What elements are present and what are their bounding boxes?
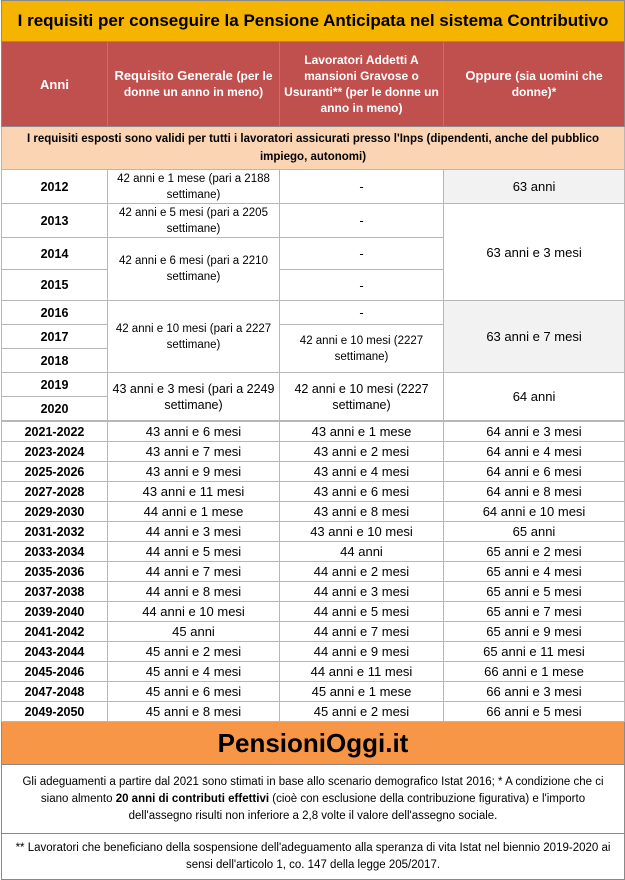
year-cell: 2037-2038 [2,582,108,602]
year-cell: 2031-2032 [2,522,108,542]
validity-note: I requisiti esposti sono validi per tutti i lavoratori assicurati presso l'Inps (dipendenti, anche del pubblico impiego, autonomi) [2,127,625,170]
year-cell: 2018 [2,349,108,373]
table-row [2,582,625,602]
general-requirement-cell: 43 anni e 11 mesi [108,482,280,502]
year-cell: 2027-2028 [2,482,108,502]
general-requirement-cell: 44 anni e 7 mesi [108,562,280,582]
heavy-work-cell: 44 anni e 11 mesi [280,662,444,682]
alternative-cell: 66 anni e 5 mesi [444,702,625,722]
heavy-work-cell: 43 anni e 2 mesi [280,442,444,462]
alternative-cell: 63 anni e 3 mesi [444,204,625,301]
alternative-cell: 65 anni e 7 mesi [444,602,625,622]
general-requirement-cell: 43 anni e 6 mesi [108,422,280,442]
header-requisito-generale [108,42,280,127]
alternative-cell: 65 anni e 11 mesi [444,642,625,662]
table-row [2,482,625,502]
alternative-cell: 66 anni e 1 mese [444,662,625,682]
heavy-work-cell: 45 anni e 2 mesi [280,702,444,722]
year-cell: 2015 [2,270,108,301]
general-requirement-cell: 44 anni e 8 mesi [108,582,280,602]
heavy-work-cell: - [280,170,444,204]
header-lavoratori-gravosi: Lavoratori Addetti A mansioni Gravose o Usuranti** (per le donne un anno in meno) [280,42,444,127]
header-oppure [444,42,625,127]
heavy-work-cell: 44 anni e 3 mesi [280,582,444,602]
heavy-work-cell: - [280,238,444,270]
heavy-work-cell: 45 anni e 1 mese [280,682,444,702]
year-cell: 2020 [2,397,108,421]
year-cell: 2016 [2,301,108,325]
alternative-cell: 64 anni e 8 mesi [444,482,625,502]
table-row [2,602,625,622]
table-title: I requisiti per conseguire la Pensione Anticipata nel sistema Contributivo [2,1,625,42]
general-requirement-cell: 44 anni e 5 mesi [108,542,280,562]
table-row [2,622,625,642]
general-requirement-cell: 45 anni e 8 mesi [108,702,280,722]
year-cell: 2012 [2,170,108,204]
table-row [2,502,625,522]
alternative-cell: 65 anni e 9 mesi [444,622,625,642]
general-requirement-cell: 43 anni e 3 mesi (pari a 2249 settimane) [108,373,280,421]
alternative-cell: 66 anni e 3 mesi [444,682,625,702]
general-requirement-cell: 44 anni e 3 mesi [108,522,280,542]
general-requirement-cell: 42 anni e 6 mesi (pari a 2210 settimane) [108,238,280,301]
year-cell: 2049-2050 [2,702,108,722]
table-row [2,642,625,662]
general-requirement-cell: 42 anni e 10 mesi (pari a 2227 settimane) [108,301,280,373]
heavy-work-cell: 42 anni e 10 mesi (2227 settimane) [280,373,444,421]
alternative-cell: 63 anni e 7 mesi [444,301,625,373]
alternative-cell: 64 anni e 10 mesi [444,502,625,522]
heavy-work-cell: 43 anni e 1 mese [280,422,444,442]
general-requirement-cell: 45 anni e 4 mesi [108,662,280,682]
general-requirement-cell: 45 anni e 6 mesi [108,682,280,702]
heavy-work-cell: 43 anni e 4 mesi [280,462,444,482]
heavy-work-cell: - [280,301,444,325]
header-anni: Anni [2,42,108,127]
header-oppure-main: Oppure [465,68,512,83]
general-requirement-cell: 42 anni e 1 mese (pari a 2188 settimane) [108,170,280,204]
heavy-work-cell: 44 anni [280,542,444,562]
year-cell: 2047-2048 [2,682,108,702]
general-requirement-cell: 45 anni e 2 mesi [108,642,280,662]
heavy-work-cell: 43 anni e 6 mesi [280,482,444,502]
year-cell: 2013 [2,204,108,238]
footnote-part-a: Gli adeguamenti a partire dal 2021 sono stimati in base allo scenario demografico Istat 2016; * A condizione che ci siano almento [22,775,604,805]
table-row [2,462,625,482]
year-cell: 2033-2034 [2,542,108,562]
year-cell: 2017 [2,325,108,349]
heavy-work-cell: 44 anni e 9 mesi [280,642,444,662]
heavy-work-cell: - [280,270,444,301]
table-row [2,542,625,562]
footnote-highlight: 20 anni di contributi effettivi [115,792,270,805]
alternative-cell: 63 anni [444,170,625,204]
table-row [2,422,625,442]
general-requirement-cell: 44 anni e 1 mese [108,502,280,522]
header-row [2,42,625,127]
year-cell: 2041-2042 [2,622,108,642]
general-requirement-cell: 43 anni e 7 mesi [108,442,280,462]
pension-table-container [1,0,624,880]
alternative-cell: 65 anni [444,522,625,542]
year-cell: 2023-2024 [2,442,108,462]
footnote-part-c: (cioè con esclusione della contribuzione figurativa) e l'importo dell'assegno risulti non inferiore a 2,8 volte il valore dell'assegno sociale. [128,792,586,822]
general-requirement-cell: 45 anni [108,622,280,642]
heavy-work-cell: 44 anni e 2 mesi [280,562,444,582]
pension-requirements-table [1,0,625,421]
year-cell: 2029-2030 [2,502,108,522]
year-cell: 2045-2046 [2,662,108,682]
future-requirements-table [1,421,625,880]
table-row [2,442,625,462]
general-requirement-cell: 42 anni e 5 mesi (pari a 2205 settimane) [108,204,280,238]
header-generale-main: Requisito Generale [114,68,233,83]
year-cell: 2021-2022 [2,422,108,442]
general-requirement-cell: 44 anni e 10 mesi [108,602,280,622]
heavy-work-cell: 44 anni e 7 mesi [280,622,444,642]
table-row [2,522,625,542]
heavy-work-cell: 44 anni e 5 mesi [280,602,444,622]
table-row [2,702,625,722]
year-cell: 2019 [2,373,108,397]
heavy-work-cell: - [280,204,444,238]
year-cell: 2025-2026 [2,462,108,482]
heavy-work-cell: 42 anni e 10 mesi (2227 settimane) [280,325,444,373]
brand-logo: PensioniOggi.it [2,722,625,765]
header-oppure-note: (sia uomini che donne)* [511,69,603,99]
alternative-cell: 65 anni e 2 mesi [444,542,625,562]
year-cell: 2035-2036 [2,562,108,582]
alternative-cell: 64 anni [444,373,625,421]
alternative-cell: 65 anni e 5 mesi [444,582,625,602]
alternative-cell: 64 anni e 4 mesi [444,442,625,462]
year-cell: 2043-2044 [2,642,108,662]
footnote-estimates [2,765,625,834]
table-row [2,662,625,682]
table-row [2,682,625,702]
alternative-cell: 64 anni e 3 mesi [444,422,625,442]
year-cell: 2014 [2,238,108,270]
header-generale-note: (per le donne un anno in meno) [123,69,273,99]
table-row [2,562,625,582]
alternative-cell: 65 anni e 4 mesi [444,562,625,582]
alternative-cell: 64 anni e 6 mesi [444,462,625,482]
heavy-work-cell: 43 anni e 8 mesi [280,502,444,522]
year-cell: 2039-2040 [2,602,108,622]
heavy-work-cell: 43 anni e 10 mesi [280,522,444,542]
footnote-heavy-workers: ** Lavoratori che beneficiano della sospensione dell'adeguamento alla speranza di vita Istat nel biennio 2019-2020 ai sensi dell'articolo 1, co. 147 della legge 205/2017. [2,834,625,880]
general-requirement-cell: 43 anni e 9 mesi [108,462,280,482]
